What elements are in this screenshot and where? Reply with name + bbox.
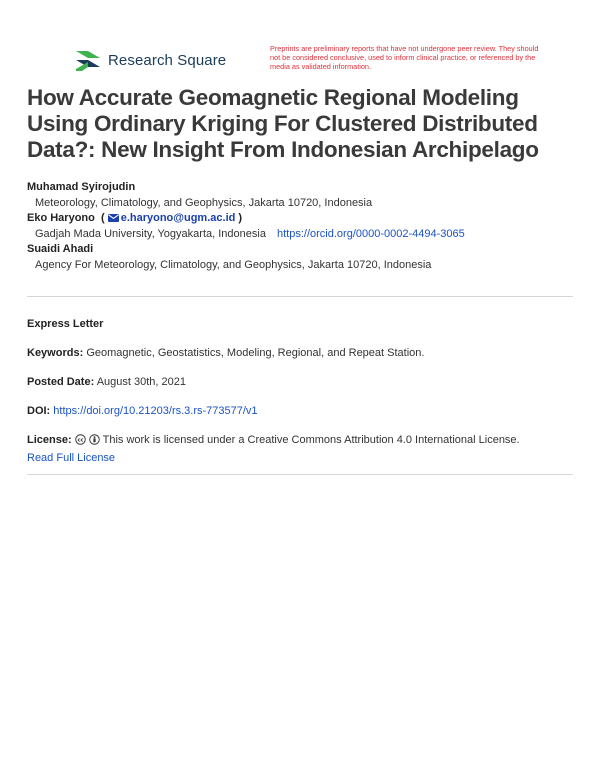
orcid-link[interactable]: https://orcid.org/0000-0002-4494-3065: [277, 228, 465, 240]
research-square-logo[interactable]: [74, 49, 226, 71]
creative-commons-icon: [75, 434, 86, 450]
attribution-icon: [89, 434, 100, 450]
preprint-disclaimer: Preprints are preliminary reports that have not undergone peer review. They should not be considered conclusive, used to inform clinical practice, or referenced by the media as validated information.: [270, 44, 539, 71]
license-label: License:: [27, 434, 72, 446]
author-list: [27, 180, 573, 273]
author-name-text: Eko Haryono: [27, 212, 95, 224]
posted-date-row: [27, 374, 186, 390]
keywords-row: [27, 345, 424, 361]
author-affiliation: Agency For Meteorology, Climatology, and Geophysics, Jakarta 10720, Indonesia: [35, 259, 432, 271]
author-affiliation: [27, 226, 573, 242]
license-row: [27, 432, 573, 466]
section-divider: [27, 296, 573, 297]
svg-text:cc: cc: [77, 437, 84, 444]
doi-row: [27, 403, 258, 419]
doi-label: DOI:: [27, 405, 51, 417]
logo-text: Research Square: [108, 51, 227, 69]
author-name: Eko Haryono ( e.haryono@ugm.ac.id ): [27, 211, 573, 226]
paper-title: How Accurate Geomagnetic Regional Modeling Using Ordinary Kriging For Clustered Distributed Data?: New Insight From Indonesian Archipelago: [27, 85, 539, 162]
article-type: Express Letter: [27, 318, 104, 330]
posted-date-value: August 30th, 2021: [96, 376, 186, 388]
section-divider: [27, 474, 573, 475]
author-affiliation-text: Gadjah Mada University, Yogyakarta, Indonesia: [35, 228, 266, 240]
doi-link[interactable]: https://doi.org/10.21203/rs.3.rs-773577/v1: [53, 405, 258, 417]
read-full-license-link[interactable]: Read Full License: [27, 452, 116, 464]
author-name: Suaidi Ahadi: [27, 243, 94, 255]
research-square-logo-icon: [74, 49, 102, 71]
keywords-label: Keywords:: [27, 347, 84, 359]
author-name: Muhamad Syirojudin: [27, 181, 136, 193]
envelope-icon: [108, 212, 119, 227]
author-email-link[interactable]: e.haryono@ugm.ac.id: [120, 212, 236, 224]
keywords-value: Geomagnetic, Geostatistics, Modeling, Regional, and Repeat Station.: [86, 347, 425, 359]
posted-date-label: Posted Date:: [27, 376, 95, 388]
author-affiliation: Meteorology, Climatology, and Geophysics, Jakarta 10720, Indonesia: [35, 197, 373, 209]
license-text: This work is licensed under a Creative Commons Attribution 4.0 International License.: [102, 434, 520, 446]
